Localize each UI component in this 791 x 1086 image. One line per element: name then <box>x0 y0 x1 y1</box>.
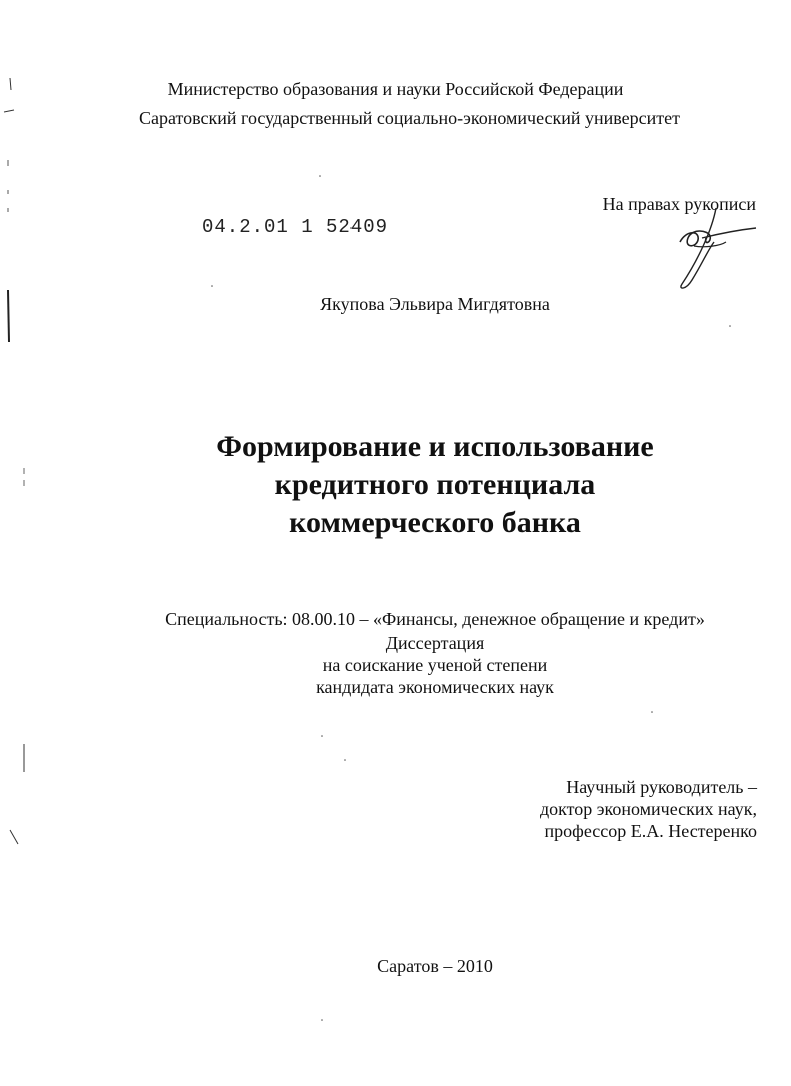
degree-line-1: на соискание ученой степени <box>322 655 548 675</box>
title-line-1: Формирование и использование <box>216 430 654 463</box>
work-type: Диссертация <box>385 633 485 653</box>
specialty-line: Специальность: 08.00.10 – «Финансы, денежное обращение и кредит» <box>165 609 705 629</box>
ministry-header: Министерство образования и науки Российской Федерации <box>167 79 624 99</box>
title-line-2: кредитного потенциала <box>274 468 596 501</box>
degree-line-2: кандидата экономических наук <box>316 677 554 697</box>
title-line-3: коммерческого банка <box>289 506 581 539</box>
city-year: Саратов – 2010 <box>377 956 493 976</box>
rights-notice: На правах рукописи <box>602 194 756 214</box>
advisor-role: Научный руководитель – <box>566 777 757 797</box>
advisor-name: профессор Е.А. Нестеренко <box>544 821 757 841</box>
university-header: Саратовский государственный социально-экономический университет <box>139 108 680 128</box>
author-name: Якупова Эльвира Мигдятовна <box>320 294 550 314</box>
handwritten-signature <box>668 200 768 300</box>
registration-code: 04.2.01 1 52409 <box>202 216 389 238</box>
advisor-degree: доктор экономических наук, <box>540 799 757 819</box>
